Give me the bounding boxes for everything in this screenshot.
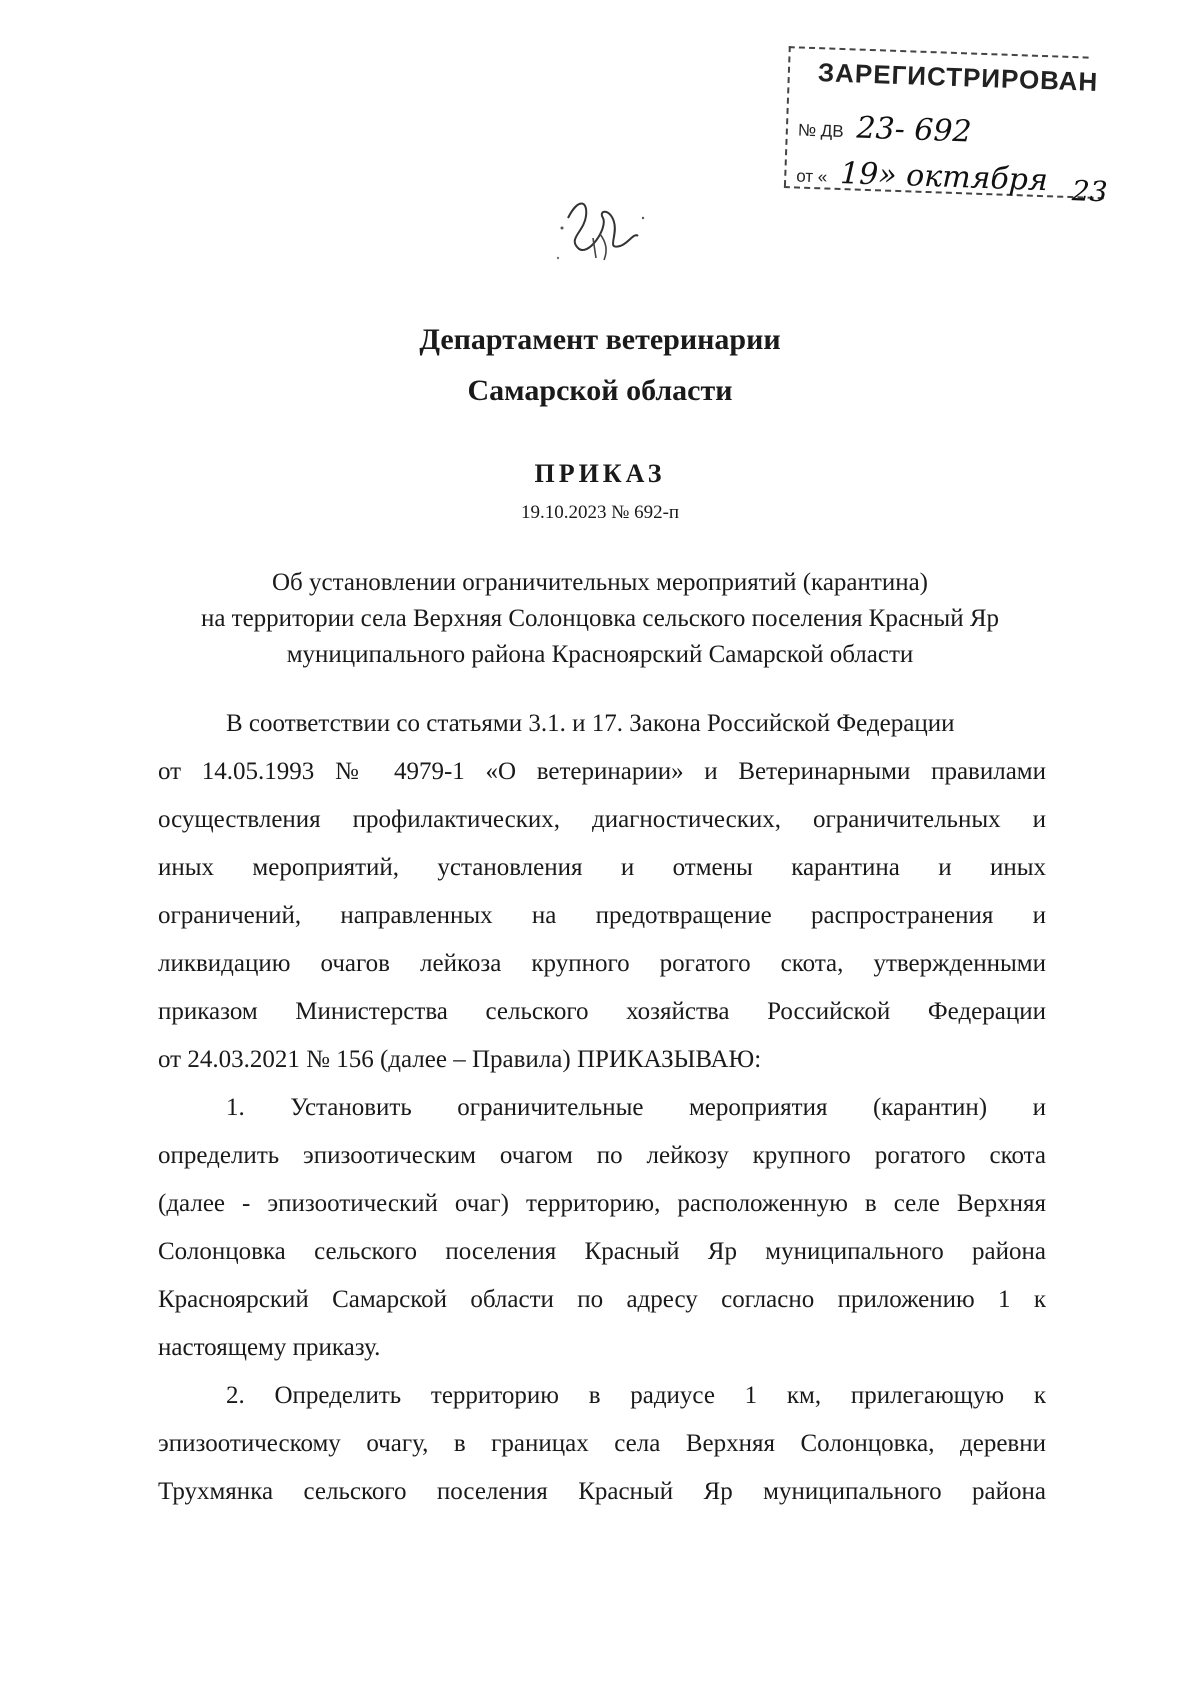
body-line: 2. Определить территорию в радиусе 1 км, прилегающую к	[226, 1382, 1046, 1409]
body-line: от 24.03.2021 № 156 (далее – Правила) ПРИКАЗЫВАЮ:	[158, 1046, 762, 1073]
registration-stamp	[783, 46, 1128, 213]
order-subject	[0, 565, 1200, 673]
body-line: 1. Установить ограничительные мероприятия (карантин) и	[226, 1094, 1046, 1121]
body-line: приказом Министерства сельского хозяйства Российской Федерации	[158, 998, 1046, 1025]
body-line: осуществления профилактических, диагностических, ограничительных и	[158, 806, 1046, 833]
stamp-title: ЗАРЕГИСТРИРОВАН	[817, 57, 1099, 97]
body-line: от 14.05.1993 № 4979-1 «О ветеринарии» и Ветеринарными правилами	[158, 758, 1046, 785]
body-line: настоящему приказу.	[158, 1334, 381, 1361]
body-line: (далее - эпизоотический очаг) территорию, расположенную в селе Верхняя	[158, 1190, 1046, 1217]
body-line: ликвидацию очагов лейкоза крупного рогатого скота, утвержденными	[158, 950, 1046, 977]
subject-line: на территории села Верхняя Солонцовка сельского поселения Красный Яр	[200, 605, 1000, 632]
stamp-number-label: № ДВ	[797, 120, 845, 142]
subject-line: муниципального района Красноярский Самарской области	[286, 641, 914, 668]
order-title: ПРИКАЗ	[534, 459, 666, 488]
order-number: 19.10.2023 № 692-п	[520, 502, 680, 523]
stamp-number-line	[797, 108, 972, 149]
body-line: Красноярский Самарской области по адресу согласно приложению 1 к	[158, 1286, 1046, 1313]
department-name: Департамент ветеринарии	[419, 323, 781, 356]
body-line: Трухмянка сельского поселения Красный Яр муниципального района	[158, 1478, 1046, 1505]
body-line: ограничений, направленных на предотвращение распространения и	[158, 902, 1046, 929]
body-line: определить эпизоотическим очагом по лейкозу крупного рогатого скота	[158, 1142, 1046, 1169]
stamp-date-value: 19» октября	[839, 155, 1049, 199]
body-line: Солонцовка сельского поселения Красный Яр муниципального района	[158, 1238, 1046, 1265]
subject-line: Об установлении ограничительных мероприятий (карантина)	[271, 569, 929, 596]
stamp-border	[784, 46, 791, 186]
department-region: Самарской области	[467, 374, 733, 407]
body-line: иных мероприятий, установления и отмены карантина и иных	[158, 854, 1046, 881]
stamp-date-label: от «	[795, 166, 828, 187]
body-line: эпизоотическому очагу, в границах села Верхняя Солонцовка, деревни	[158, 1430, 1046, 1457]
stamp-date-line	[796, 154, 1049, 198]
body-line: В соответствии со статьями 3.1. и 17. Закона Российской Федерации	[226, 710, 955, 737]
stamp-year-value: 23	[1071, 174, 1109, 209]
stamp-number-value: 23- 692	[855, 110, 973, 150]
signature-mark	[548, 188, 658, 278]
